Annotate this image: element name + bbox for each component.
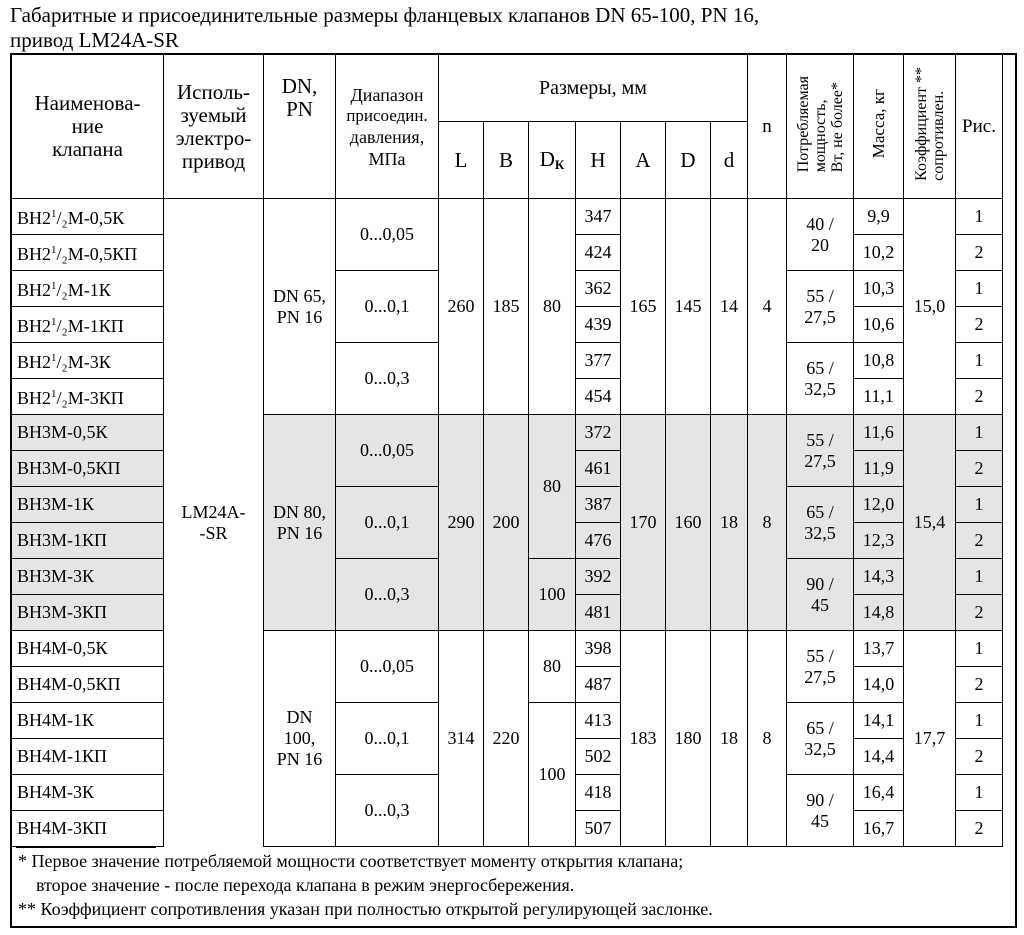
d-cell: 14 xyxy=(711,199,748,415)
power-l2: 32,5 xyxy=(804,522,836,543)
mass-cell: 11,9 xyxy=(854,451,904,487)
valve-name: ВН3М-0,5КП xyxy=(12,451,164,487)
power-l2: 27,5 xyxy=(804,306,836,327)
valve-name: ВН4М-3К xyxy=(12,775,164,811)
H-cell: 377 xyxy=(576,343,621,379)
d-cell: 18 xyxy=(711,631,748,847)
header-B: B xyxy=(484,122,529,199)
range-cell: 0...0,3 xyxy=(336,559,439,631)
valve-name-sub: /₂ xyxy=(56,280,68,300)
power-l1: 65 / xyxy=(806,357,834,378)
B-cell: 200 xyxy=(484,415,529,631)
valve-name-sub: /₂ xyxy=(56,388,68,408)
title-line-2: привод LM24A-SR xyxy=(10,28,179,52)
power-l1: 55 / xyxy=(806,429,834,450)
fig-cell: 2 xyxy=(956,307,1003,343)
power-l1: 90 / xyxy=(806,573,834,594)
header-power-l1: Потребляемая xyxy=(794,75,812,173)
valve-name-sub: /₂ xyxy=(56,352,68,372)
header-L: L xyxy=(439,122,484,199)
header-name-l2: ние xyxy=(71,114,104,138)
valve-name: ВН4М-3КП xyxy=(12,811,164,847)
valve-name-sup: 1 xyxy=(51,352,57,364)
dnpn-l2: PN 16 xyxy=(276,522,323,543)
mass-cell: 14,8 xyxy=(854,595,904,631)
header-range-l3: давления, xyxy=(349,126,425,147)
range-cell: 0...0,3 xyxy=(336,775,439,847)
valve-name-sup: 1 xyxy=(51,280,57,292)
Dk-cell: 80 xyxy=(529,631,576,703)
valve-name-base: ВН2 xyxy=(17,244,52,264)
range-cell: 0...0,3 xyxy=(336,343,439,415)
fig-cell: 2 xyxy=(956,811,1003,847)
fig-cell: 1 xyxy=(956,415,1003,451)
fig-cell: 1 xyxy=(956,271,1003,307)
fig-cell: 2 xyxy=(956,235,1003,271)
coef-cell: 17,7 xyxy=(904,631,956,847)
valve-name-suffix: М-3К xyxy=(67,352,111,372)
fig-cell: 1 xyxy=(956,631,1003,667)
fig-cell: 1 xyxy=(956,199,1003,235)
drive-l2: -SR xyxy=(199,522,228,543)
power-l1: 65 / xyxy=(806,501,834,522)
power-l1: 55 / xyxy=(806,285,834,306)
header-Dk-sub: К xyxy=(554,156,565,172)
valve-name-sub: /₂ xyxy=(56,316,68,336)
valve-name: ВН4М-0,5КП xyxy=(12,667,164,703)
mass-cell: 14,1 xyxy=(854,703,904,739)
H-cell: 476 xyxy=(576,523,621,559)
fig-cell: 2 xyxy=(956,595,1003,631)
title-line-1: Габаритные и присоединительные размеры фланцевых клапанов DN 65-100, PN 16, xyxy=(10,3,760,27)
A-cell: 165 xyxy=(621,199,666,415)
mass-cell: 14,0 xyxy=(854,667,904,703)
header-name-l3: клапана xyxy=(52,137,123,161)
H-cell: 392 xyxy=(576,559,621,595)
footnote-divider xyxy=(16,847,156,848)
header-name-l1: Наименова- xyxy=(34,91,141,115)
valve-name: ВН3М-1К xyxy=(12,487,164,523)
fig-cell: 1 xyxy=(956,703,1003,739)
A-cell: 170 xyxy=(621,415,666,631)
header-fig: Рис. xyxy=(956,55,1003,199)
header-dnpn-l2: PN xyxy=(286,97,313,121)
header-mass-text: Масса, кг xyxy=(869,89,888,159)
B-cell: 220 xyxy=(484,631,529,847)
mass-cell: 10,8 xyxy=(854,343,904,379)
range-cell: 0...0,05 xyxy=(336,631,439,703)
H-cell: 398 xyxy=(576,631,621,667)
coef-cell: 15,4 xyxy=(904,415,956,631)
mass-cell: 12,3 xyxy=(854,523,904,559)
power-l2: 45 xyxy=(811,594,829,615)
L-cell: 290 xyxy=(439,415,484,631)
header-drive-l2: зуемый xyxy=(180,102,247,127)
header-drive-l1: Исполь- xyxy=(177,79,250,104)
A-cell: 183 xyxy=(621,631,666,847)
valve-name-suffix: М-3КП xyxy=(67,388,124,408)
valve-name-sup: 1 xyxy=(51,244,57,256)
Dk-cell: 80 xyxy=(529,199,576,415)
power-l2: 27,5 xyxy=(804,450,836,471)
power-l2: 32,5 xyxy=(804,738,836,759)
H-cell: 372 xyxy=(576,415,621,451)
L-cell: 260 xyxy=(439,199,484,415)
footnote-1a: * Первое значение потребляемой мощности соответствует моменту открытия клапана; xyxy=(18,851,684,871)
L-cell: 314 xyxy=(439,631,484,847)
range-cell: 0...0,1 xyxy=(336,271,439,343)
valve-name: ВН3М-0,5К xyxy=(12,415,164,451)
H-cell: 461 xyxy=(576,451,621,487)
mass-cell: 11,6 xyxy=(854,415,904,451)
n-cell: 8 xyxy=(748,631,787,847)
document-title xyxy=(10,3,1010,53)
coef-cell: 15,0 xyxy=(904,199,956,415)
Dk-cell: 100 xyxy=(529,703,576,847)
power-l1: 90 / xyxy=(806,789,834,810)
footnote-1b: второе значение - после перехода клапана в режим энергосбережения. xyxy=(36,875,575,895)
fig-cell: 1 xyxy=(956,775,1003,811)
header-n: n xyxy=(748,55,787,199)
drive-l1: LM24A- xyxy=(181,501,246,522)
H-cell: 413 xyxy=(576,703,621,739)
power-l2: 20 xyxy=(811,234,829,255)
header-range-l4: МПа xyxy=(368,148,406,169)
fig-cell: 2 xyxy=(956,379,1003,415)
mass-cell: 16,4 xyxy=(854,775,904,811)
H-cell: 487 xyxy=(576,667,621,703)
fig-cell: 2 xyxy=(956,739,1003,775)
power-l1: 65 / xyxy=(806,717,834,738)
valve-name-base: ВН2 xyxy=(17,352,52,372)
header-dnpn-l1: DN, xyxy=(281,74,318,98)
H-cell: 507 xyxy=(576,811,621,847)
H-cell: 481 xyxy=(576,595,621,631)
power-l2: 32,5 xyxy=(804,378,836,399)
valve-name: ВН4М-0,5К xyxy=(12,631,164,667)
header-d: d xyxy=(711,122,748,199)
valve-name-suffix: М-0,5КП xyxy=(67,244,138,264)
header-H: H xyxy=(576,122,621,199)
valve-name: ВН4М-1К xyxy=(12,703,164,739)
D-cell: 145 xyxy=(666,199,711,415)
valve-name: ВН3М-3КП xyxy=(12,595,164,631)
d-cell: 18 xyxy=(711,415,748,631)
fig-cell: 2 xyxy=(956,667,1003,703)
mass-cell: 10,6 xyxy=(854,307,904,343)
header-sizes: Размеры, мм xyxy=(439,55,748,122)
mass-cell: 14,3 xyxy=(854,559,904,595)
n-cell: 4 xyxy=(748,199,787,415)
header-coef-l2: сопротивлен. xyxy=(929,90,947,181)
valve-name: ВН3М-1КП xyxy=(12,523,164,559)
header-D: D xyxy=(666,122,711,199)
dnpn-l3: PN 16 xyxy=(276,749,323,769)
H-cell: 387 xyxy=(576,487,621,523)
mass-cell: 14,4 xyxy=(854,739,904,775)
B-cell: 185 xyxy=(484,199,529,415)
n-cell: 8 xyxy=(748,415,787,631)
dnpn-l1: DN xyxy=(286,707,313,727)
Dk-cell: 100 xyxy=(529,559,576,631)
range-cell: 0...0,1 xyxy=(336,487,439,559)
dnpn-l2: 100, xyxy=(283,728,316,748)
valve-name-base: ВН2 xyxy=(17,388,52,408)
valve-name-suffix: М-0,5К xyxy=(67,208,125,228)
footnotes xyxy=(18,849,998,921)
Dk-cell: 80 xyxy=(529,415,576,559)
valve-name-sub: /₂ xyxy=(56,208,68,228)
valve-name-base: ВН2 xyxy=(17,316,52,336)
range-cell: 0...0,05 xyxy=(336,199,439,271)
valve-name-sup: 1 xyxy=(51,208,57,220)
H-cell: 454 xyxy=(576,379,621,415)
valve-name-sup: 1 xyxy=(51,388,57,400)
H-cell: 439 xyxy=(576,307,621,343)
valve-name-base: ВН2 xyxy=(17,208,52,228)
header-drive-l3: электро- xyxy=(175,125,252,150)
H-cell: 502 xyxy=(576,739,621,775)
header-power-l2: мощность, xyxy=(811,99,829,173)
valve-name: ВН3М-3К xyxy=(12,559,164,595)
header-range-l2: присоедин. xyxy=(346,105,428,125)
mass-cell: 16,7 xyxy=(854,811,904,847)
range-cell: 0...0,1 xyxy=(336,703,439,775)
mass-cell: 9,9 xyxy=(854,199,904,235)
fig-cell: 1 xyxy=(956,559,1003,595)
fig-cell: 1 xyxy=(956,343,1003,379)
header-Dk-main: D xyxy=(539,146,555,171)
power-l1: 40 / xyxy=(806,213,834,234)
mass-cell: 11,1 xyxy=(854,379,904,415)
valve-name: ВН4М-1КП xyxy=(12,739,164,775)
dnpn-l2: PN 16 xyxy=(276,306,323,327)
valve-name-suffix: М-1К xyxy=(67,280,111,300)
mass-cell: 12,0 xyxy=(854,487,904,523)
header-power-l3: Вт, не более* xyxy=(828,81,846,173)
header-A: A xyxy=(621,122,666,199)
power-l1: 55 / xyxy=(806,645,834,666)
mass-cell: 13,7 xyxy=(854,631,904,667)
power-l2: 27,5 xyxy=(804,666,836,687)
H-cell: 362 xyxy=(576,271,621,307)
dnpn-l1: DN 80, xyxy=(273,501,326,522)
H-cell: 424 xyxy=(576,235,621,271)
valve-name-sub: /₂ xyxy=(56,244,68,264)
power-l2: 45 xyxy=(811,810,829,831)
D-cell: 160 xyxy=(666,415,711,631)
header-drive-l4: привод xyxy=(181,148,246,173)
valve-name-suffix: М-1КП xyxy=(67,316,124,336)
footnote-2: ** Коэффициент сопротивления указан при полностью открытой регулирующей заслонке. xyxy=(18,899,713,919)
fig-cell: 2 xyxy=(956,523,1003,559)
mass-cell: 10,3 xyxy=(854,271,904,307)
header-coef-l1: Коэффициент ** xyxy=(912,67,930,181)
fig-cell: 2 xyxy=(956,451,1003,487)
H-cell: 418 xyxy=(576,775,621,811)
D-cell: 180 xyxy=(666,631,711,847)
dnpn-l1: DN 65, xyxy=(273,285,326,306)
fig-cell: 1 xyxy=(956,487,1003,523)
H-cell: 347 xyxy=(576,199,621,235)
mass-cell: 10,2 xyxy=(854,235,904,271)
valve-name-sup: 1 xyxy=(51,316,57,328)
range-cell: 0...0,05 xyxy=(336,415,439,487)
header-range-l1: Диапазон xyxy=(350,84,424,105)
valve-name-base: ВН2 xyxy=(17,280,52,300)
table-frame xyxy=(10,53,1017,928)
